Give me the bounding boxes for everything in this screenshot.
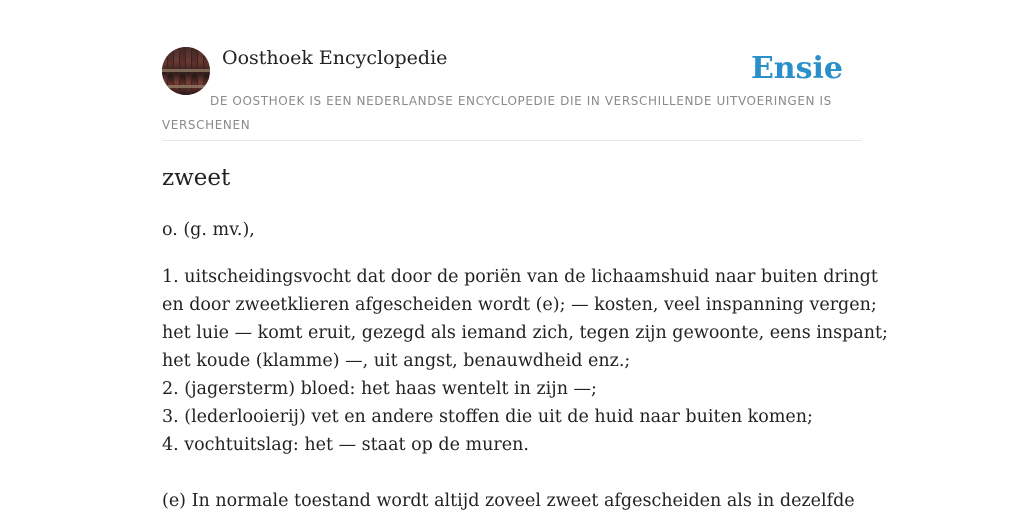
site-header — [162, 46, 862, 141]
encyclopedia-books-icon[interactable] — [162, 47, 210, 95]
definition-line: 2. (jagersterm) bloed: het haas wentelt in zijn —; — [162, 379, 597, 399]
definition-line: het koude (klamme) —, uit angst, benauwdheid enz.; — [162, 351, 631, 371]
entry-title: zweet — [162, 165, 231, 191]
definition-line: 3. (lederlooierij) vet en andere stoffen die uit de huid naar buiten komen; — [162, 407, 813, 427]
entry-content — [162, 160, 888, 511]
grammar-info: o. (g. mv.), — [162, 220, 255, 240]
definition-list — [162, 263, 888, 459]
site-tagline: DE OOSTHOEK IS EEN NEDERLANDSE ENCYCLOPEDIE DIE IN VERSCHILLENDE UITVOERINGEN IS VERSCHENEN — [162, 94, 832, 132]
definition-line: en door zweetklieren afgescheiden wordt (e); — kosten, veel inspanning vergen; — [162, 295, 877, 315]
definition-line: 1. uitscheidingsvocht dat door de poriën van de lichaamshuid naar buiten dringt — [162, 267, 878, 287]
definition-line: 4. vochtuitslag: het — staat op de muren. — [162, 435, 529, 455]
encyclopedic-note: (e) In normale toestand wordt altijd zoveel zweet afgescheiden als in dezelfde — [162, 491, 855, 511]
definition-line: het luie — komt eruit, gezegd als iemand zich, tegen zijn gewoonte, eens inspant; — [162, 323, 888, 343]
ensie-logo-link[interactable]: Ensie — [750, 51, 843, 86]
site-title[interactable]: Oosthoek Encyclopedie — [222, 47, 448, 69]
